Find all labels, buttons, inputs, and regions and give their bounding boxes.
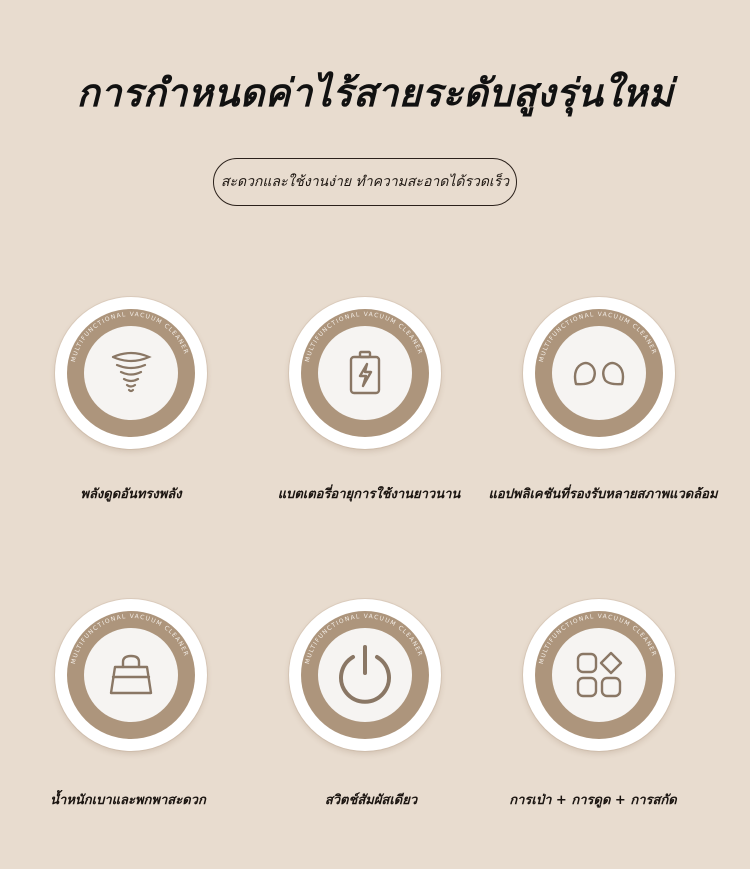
svg-text:MULTIFUNCTIONAL VACUUM CLEANER: MULTIFUNCTIONAL VACUUM CLEANER bbox=[538, 612, 658, 665]
svg-text:MULTIFUNCTIONAL VACUUM CLEANER: MULTIFUNCTIONAL VACUUM CLEANER bbox=[538, 310, 658, 363]
cloud-quote-icon bbox=[571, 358, 627, 388]
apps-grid-icon bbox=[575, 651, 623, 699]
handbag-icon bbox=[107, 653, 155, 697]
svg-text:MULTIFUNCTIONAL VACUUM CLEANER: MULTIFUNCTIONAL VACUUM CLEANER bbox=[304, 310, 424, 363]
subtitle-badge bbox=[213, 158, 517, 206]
feature-label: น้ำหนักเบาและพกพาสะดวก bbox=[50, 793, 206, 808]
feature-label: แบตเตอรี่อายุการใช้งานยาวนาน bbox=[277, 487, 461, 502]
page-title: การกำหนดค่าไร้สายระดับสูงรุ่นใหม่ bbox=[76, 71, 674, 115]
battery-icon bbox=[345, 350, 385, 396]
subtitle-text: สะดวกและใช้งานง่าย ทำความสะอาดได้รวดเร็ว bbox=[220, 174, 510, 190]
feature-label: พลังดูดอันทรงพลัง bbox=[80, 487, 182, 502]
feature-label: แอปพลิเคชันที่รองรับหลายสภาพแวดล้อม bbox=[488, 487, 718, 502]
power-icon bbox=[333, 643, 397, 707]
svg-text:MULTIFUNCTIONAL VACUUM CLEANER: MULTIFUNCTIONAL VACUUM CLEANER bbox=[70, 310, 190, 363]
svg-text:MULTIFUNCTIONAL VACUUM CLEANER: MULTIFUNCTIONAL VACUUM CLEANER bbox=[304, 612, 424, 665]
svg-text:MULTIFUNCTIONAL VACUUM CLEANER: MULTIFUNCTIONAL VACUUM CLEANER bbox=[70, 612, 190, 665]
feature-label: สวิตช์สัมผัสเดียว bbox=[324, 793, 418, 808]
feature-label: การเป่า + การดูด + การสกัด bbox=[509, 793, 677, 808]
tornado-icon bbox=[109, 351, 153, 395]
